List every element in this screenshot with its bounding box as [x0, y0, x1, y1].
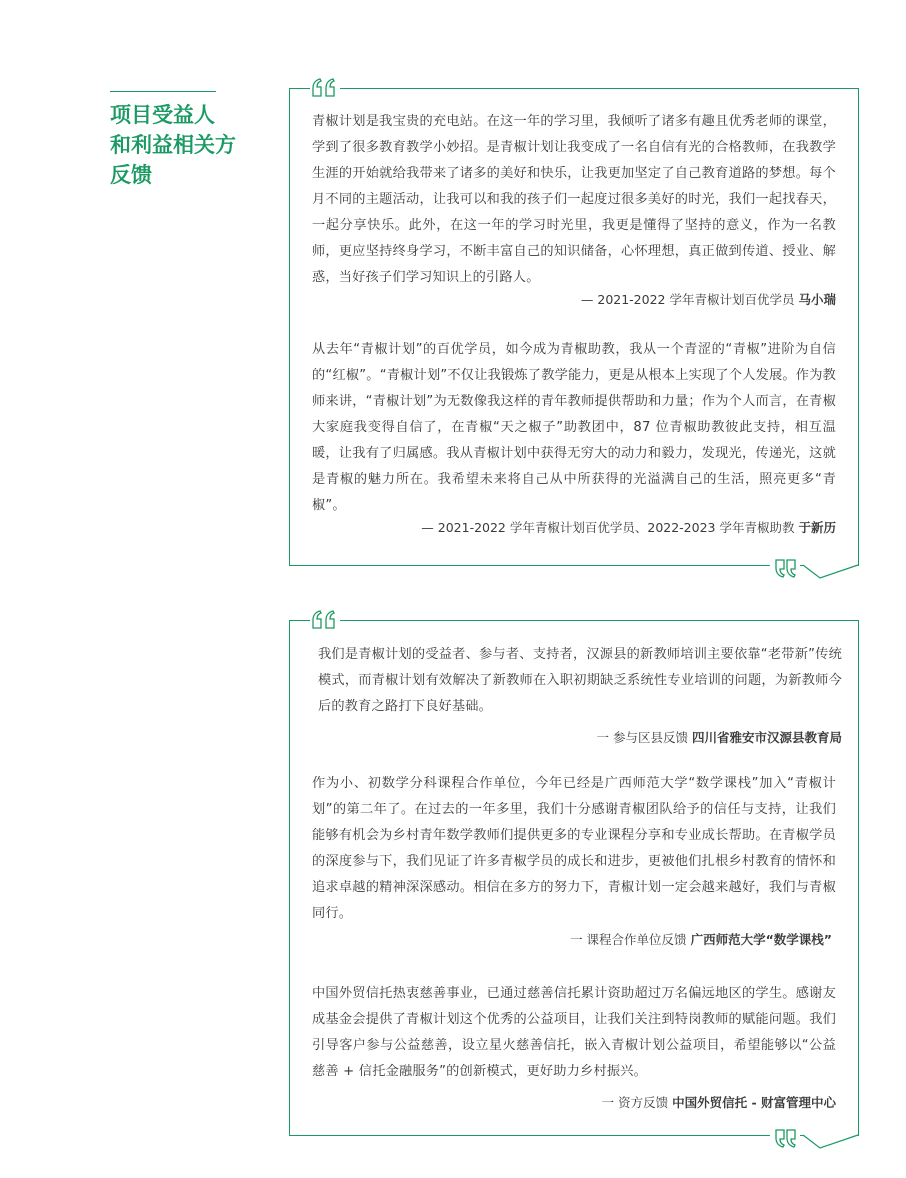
speech-tail [802, 1133, 860, 1151]
attribution-role: 一 参与区县反馈 [596, 730, 688, 745]
quote-text-1: 青椒计划是我宝贵的充电站。在这一年的学习里，我倾听了诸多有趣且优秀老师的课堂，学到了很多教育教学小妙招。是青椒计划让我变成了一名自信有光的合格教师，在我教学生涯的开始就给我带来了诸多的美好和快乐，让我更加坚定了自己教育道路的梦想。每个月不同的主题活动，让我可以和我的孩子们一起度过很多美好的时光，我们一起找春天，一起分享快乐。此外，在这一年的学习时光里，我更是懂得了坚持的意义，作为一名教师，更应坚持终身学习，不断丰富自己的知识储备，心怀理想，真正做到传道、授业、解惑，当好孩子们学习知识上的引路人。 [312, 114, 836, 285]
close-quote-icon [770, 557, 800, 579]
quote-text-2: 从去年“青椒计划”的百优学员，如今成为青椒助教，我从一个青涩的“青椒”进阶为自信的“红椒”。“青椒计划”不仅让我锻炼了教学能力，更是从根本上实现了个人发展。作为教师来讲，“青椒计划”为无数像我这样的青年教师提供帮助和力量；作为个人而言，在青椒大家庭我变得自信了，在青椒“天之椒子”助教团中，87 位青椒助教彼此支持，相互温暖，让我有了归属感。我从青椒计划中获得无穷大的动力和毅力，发现光，传递光，这就是青椒的魅力所在。我希望未来将自己从中所获得的光溢满自己的生活，照亮更多“青椒”。 [312, 342, 836, 513]
quote-attribution-3 [597, 728, 843, 748]
quote-box-2 [289, 620, 859, 1136]
attribution-role: — 2021-2022 学年青椒计划百优学员、2022-2023 学年青椒助教 [421, 520, 795, 535]
quote-box-1 [289, 88, 859, 566]
attribution-name: 于新历 [798, 520, 836, 535]
section-title-line-3: 反馈 [110, 163, 152, 187]
quote-attribution-1 [581, 290, 836, 310]
section-title-line-1: 项目受益人 [110, 103, 215, 127]
attribution-role: 一 课程合作单位反馈 [570, 932, 687, 947]
attribution-role: 一 资方反馈 [601, 1095, 669, 1110]
quote-attribution-2 [421, 518, 836, 538]
quote-attribution-5 [602, 1093, 836, 1113]
attribution-name: 中国外贸信托 - 财富管理中心 [672, 1095, 836, 1110]
attribution-name: 广西师范大学“数学课栈” [690, 932, 832, 947]
heading-rule [110, 91, 216, 92]
quote-text-4: 作为小、初数学分科课程合作单位，今年已经是广西师范大学“数学课栈”加入“青椒计划”的第二年了。在过去的一年多里，我们十分感谢青椒团队给予的信任与支持，让我们能够有机会为乡村青年数学教师们提供更多的专业课程分享和专业成长帮助。在青椒学员的深度参与下，我们见证了许多青椒学员的成长和进步，更被他们扎根乡村教育的情怀和追求卓越的精神深深感动。相信在多方的努力下，青椒计划一定会越来越好，我们与青椒同行。 [312, 776, 836, 921]
open-quote-icon [310, 77, 340, 99]
attribution-name: 马小瑞 [798, 292, 836, 307]
close-quote-icon [770, 1127, 800, 1149]
speech-tail [802, 563, 860, 581]
attribution-name: 四川省雅安市汉源县教育局 [691, 730, 842, 745]
section-title-line-2: 和利益相关方 [110, 133, 236, 157]
attribution-role: — 2021-2022 学年青椒计划百优学员 [580, 292, 795, 307]
open-quote-icon [310, 609, 340, 631]
quote-attribution-4 [570, 930, 832, 950]
section-title [110, 100, 280, 190]
quote-text-3: 我们是青椒计划的受益者、参与者、支持者，汉源县的新教师培训主要依靠“老带新”传统模式，而青椒计划有效解决了新教师在入职初期缺乏系统性专业培训的问题，为新教师今后的教育之路打下良好基础。 [318, 647, 842, 714]
quote-text-5: 中国外贸信托热衷慈善事业，已通过慈善信托累计资助超过万名偏远地区的学生。感谢友成基金会提供了青椒计划这个优秀的公益项目，让我们关注到特岗教师的赋能问题。我们引导客户参与公益慈善，设立星火慈善信托，嵌入青椒计划公益项目，希望能够以“公益慈善 + 信托金融服务”的创新模式，更好助力乡村振兴。 [312, 986, 836, 1079]
